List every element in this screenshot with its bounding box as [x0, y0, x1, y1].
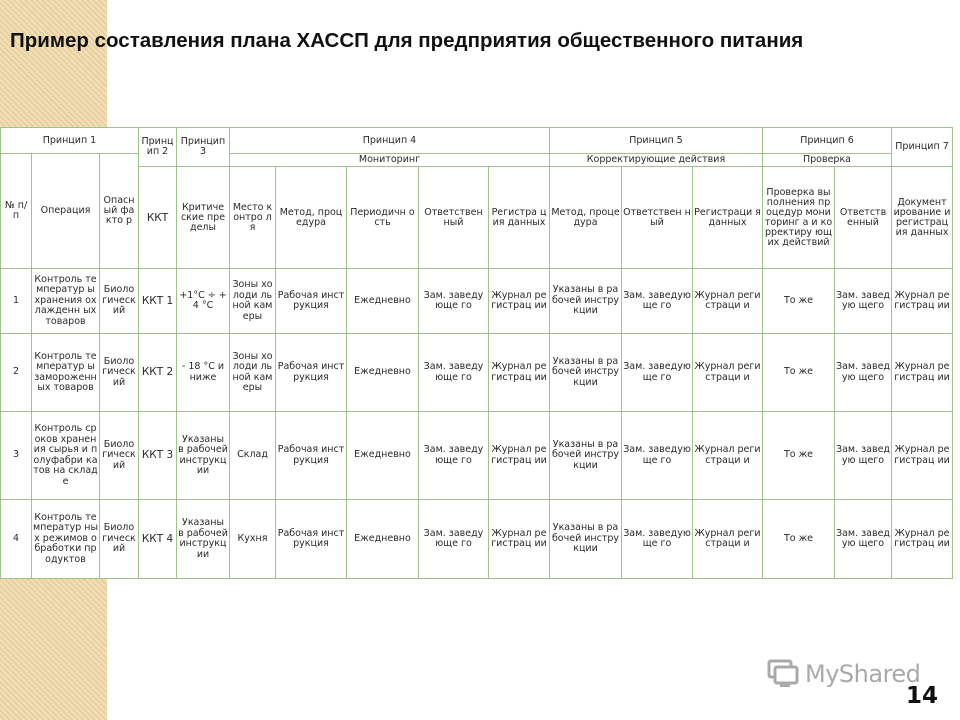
row-kkt: ККТ 4 [139, 500, 177, 579]
col-corrective-responsible: Ответствен ный [622, 167, 693, 269]
row-corrective-method: Указаны в рабочей инструкции [550, 412, 622, 500]
haccp-plan-table [0, 127, 953, 579]
page-number: 14 [906, 683, 939, 709]
header-principle-7: Принцип 7 [892, 128, 953, 167]
row-corrective-responsible: Зам. заведующе го [622, 269, 693, 334]
row-frequency: Ежедневно [347, 269, 419, 334]
row-method: Рабочая инструкция [276, 500, 347, 579]
table-row [1, 334, 953, 412]
row-critical-limits: Указаны в рабочей инструкц ии [177, 412, 230, 500]
row-responsible: Зам. заведующе го [419, 334, 489, 412]
col-control-place: Место контро ля [230, 167, 276, 269]
row-verification-check: То же [763, 412, 835, 500]
row-corrective-registration: Журнал регистраци и [693, 412, 763, 500]
table-row [1, 500, 953, 579]
myshared-watermark [767, 654, 920, 694]
row-corrective-registration: Журнал регистраци и [693, 269, 763, 334]
row-kkt: ККТ 2 [139, 334, 177, 412]
col-documentation: Документ ирование и регистрац ия данных [892, 167, 953, 269]
row-method: Рабочая инструкция [276, 412, 347, 500]
row-method: Рабочая инструкция [276, 334, 347, 412]
row-num: 3 [1, 412, 32, 500]
header-principle-6: Принцип 6 [763, 128, 892, 154]
col-num: № п/п [1, 154, 32, 269]
slide-title: Пример составления плана ХАССП для предприятия общественного питания [10, 29, 804, 52]
row-documentation: Журнал регистрац ии [892, 412, 953, 500]
row-verification-check: То же [763, 269, 835, 334]
row-verification-check: То же [763, 334, 835, 412]
row-critical-limits: Указаны в рабочей инструкц ии [177, 500, 230, 579]
header-principle-1: Принцип 1 [1, 128, 139, 154]
header-principle-2: Принц ип 2 [139, 128, 177, 167]
row-registration: Журнал регистрац ии [489, 334, 550, 412]
table-row [1, 412, 953, 500]
row-frequency: Ежедневно [347, 334, 419, 412]
row-corrective-registration: Журнал регистраци и [693, 500, 763, 579]
row-responsible: Зам. заведующе го [419, 269, 489, 334]
row-corrective-method: Указаны в рабочей инструкции [550, 500, 622, 579]
header-principle-5: Принцип 5 [550, 128, 763, 154]
row-verification-check: То же [763, 500, 835, 579]
row-operation: Контроль температур ы замороженн ых товаров [32, 334, 100, 412]
table-row [1, 269, 953, 334]
header-corrective-actions: Корректирующие действия [550, 154, 763, 167]
row-documentation: Журнал регистрац ии [892, 500, 953, 579]
row-hazard: Биоло гическ ий [100, 500, 139, 579]
row-kkt: ККТ 1 [139, 269, 177, 334]
col-operation: Операция [32, 154, 100, 269]
header-principle-3: Принцип 3 [177, 128, 230, 167]
row-responsible: Зам. заведующе го [419, 500, 489, 579]
row-registration: Журнал регистрац ии [489, 412, 550, 500]
row-responsible: Зам. заведующе го [419, 412, 489, 500]
col-registration: Регистра ция данных [489, 167, 550, 269]
col-responsible: Ответствен ный [419, 167, 489, 269]
col-kkt: ККТ [139, 167, 177, 269]
row-hazard: Биоло гическ ий [100, 334, 139, 412]
row-registration: Журнал регистрац ии [489, 500, 550, 579]
row-critical-limits: +1°С ÷ +4 °С [177, 269, 230, 334]
header-verification: Проверка [763, 154, 892, 167]
col-corrective-method: Метод, процедура [550, 167, 622, 269]
row-corrective-responsible: Зам. заведующе го [622, 334, 693, 412]
row-control-place: Зоны холоди льной камеры [230, 334, 276, 412]
row-control-place: Склад [230, 412, 276, 500]
row-operation: Контроль температур ы хранения охлажденн ых товаров [32, 269, 100, 334]
row-num: 2 [1, 334, 32, 412]
row-operation: Контроль сроков хранения сырья и полуфабри катов на складе [32, 412, 100, 500]
row-critical-limits: - 18 °С и ниже [177, 334, 230, 412]
row-method: Рабочая инструкция [276, 269, 347, 334]
row-corrective-responsible: Зам. заведующе го [622, 412, 693, 500]
row-control-place: Зоны холоди льной камеры [230, 269, 276, 334]
row-num: 4 [1, 500, 32, 579]
col-verification-check: Проверка выполнения процедур мониторинг а и корректиру ющих действий [763, 167, 835, 269]
row-corrective-method: Указаны в рабочей инструкции [550, 269, 622, 334]
watermark-text: MyShared [805, 660, 921, 688]
row-num: 1 [1, 269, 32, 334]
row-hazard: Биоло гическ ий [100, 412, 139, 500]
row-kkt: ККТ 3 [139, 412, 177, 500]
row-documentation: Журнал регистрац ии [892, 269, 953, 334]
col-method: Метод, процедура [276, 167, 347, 269]
col-critical-limits: Критиче ские пределы [177, 167, 230, 269]
col-corrective-registration: Регистраци я данных [693, 167, 763, 269]
row-documentation: Журнал регистрац ии [892, 334, 953, 412]
row-hazard: Биоло гическ ий [100, 269, 139, 334]
col-hazard: Опасн ый факто р [100, 154, 139, 269]
row-verification-responsible: Зам. заведую щего [835, 412, 892, 500]
row-control-place: Кухня [230, 500, 276, 579]
row-verification-responsible: Зам. заведую щего [835, 500, 892, 579]
row-verification-responsible: Зам. заведую щего [835, 269, 892, 334]
row-frequency: Ежедневно [347, 412, 419, 500]
row-corrective-registration: Журнал регистраци и [693, 334, 763, 412]
row-corrective-method: Указаны в рабочей инструкции [550, 334, 622, 412]
header-monitoring: Мониторинг [230, 154, 550, 167]
presentation-icon [767, 659, 801, 689]
row-corrective-responsible: Зам. заведующе го [622, 500, 693, 579]
row-operation: Контроль температур ных режимов обработки продуктов [32, 500, 100, 579]
row-frequency: Ежедневно [347, 500, 419, 579]
row-verification-responsible: Зам. заведую щего [835, 334, 892, 412]
col-frequency: Периодичн ость [347, 167, 419, 269]
row-registration: Журнал регистрац ии [489, 269, 550, 334]
header-principle-4: Принцип 4 [230, 128, 550, 154]
col-verification-responsible: Ответств енный [835, 167, 892, 269]
